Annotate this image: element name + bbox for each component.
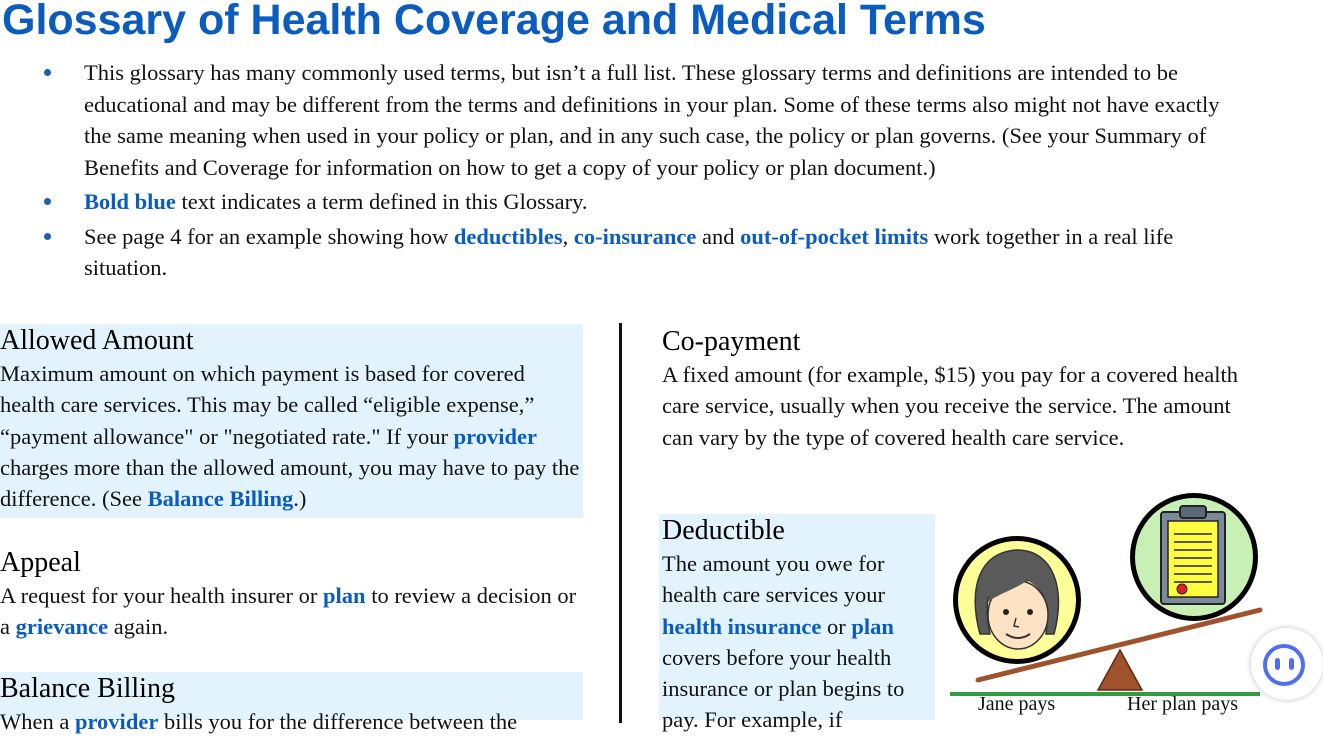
intro-bullet-text: and: [696, 223, 741, 249]
entry-heading: Allowed Amount: [0, 325, 194, 356]
entry-allowed-amount: [0, 324, 583, 518]
entry-definition: When a provider bills you for the difference between the: [0, 709, 518, 734]
entry-definition: A fixed amount (for example, $15) you pay for a covered health care service, usually when you receive the service. The amount can vary by the type of covered health care service.: [662, 362, 1239, 450]
clipboard-icon: [1130, 493, 1258, 621]
term-link-co-insurance[interactable]: co-insurance: [573, 223, 697, 249]
intro-bullet-text: text indicates a term defined in this Glossary.: [175, 189, 588, 214]
term-link-deductibles[interactable]: deductibles: [453, 223, 563, 249]
intro-bullet-text: This glossary has many commonly used terms, but isn’t a full list. These glossary terms and definitions are intended to be educational and may be different from the terms and definitions in your plan. Some of these terms also might not have exactly the same meaning when used in your policy or plan, and in any such case, the policy or plan governs. (See your Summary of Benefits and Coverage for information on how to get a copy of your policy or plan document.): [84, 60, 1220, 180]
entry-deductible: [659, 514, 935, 733]
entry-heading: Deductible: [662, 515, 785, 546]
intro-list: [0, 57, 1250, 287]
term-link-provider[interactable]: provider: [74, 709, 159, 734]
term-link-bold-blue[interactable]: Bold blue: [84, 189, 176, 214]
plan-pays-label: Her plan pays: [1127, 693, 1239, 715]
intro-bullet: [0, 57, 1250, 183]
jane-face-icon: [953, 536, 1081, 664]
entry-definition: Maximum amount on which payment is based for covered health care services. This may be called “eligible expense,” “payment allowance" or "negotiated rate." If your provider charges more than the allowed amount, you may have to pay the difference. (See Balance Billing.): [0, 361, 580, 512]
term-link-grievance[interactable]: grievance: [15, 614, 109, 640]
column-divider: [619, 323, 622, 723]
intro-bullet-text: ,: [562, 223, 574, 249]
chat-bot-icon: [1263, 644, 1305, 686]
entry-definition: A request for your health insurer or plan to review a decision or a grievance again.: [0, 583, 577, 640]
seesaw-graphic: [942, 494, 1272, 720]
intro-bullet: [0, 221, 1250, 284]
term-link-health-insurance[interactable]: health insurance: [662, 613, 822, 639]
entry-heading: Co-payment: [662, 326, 801, 357]
entry-balance-billing: [0, 672, 583, 734]
term-link-out-of-pocket-limits[interactable]: out-of-pocket limits: [740, 223, 929, 249]
entry-co-payment: [662, 325, 1262, 453]
chat-widget-button[interactable]: [1251, 628, 1323, 700]
deductible-illustration: [942, 494, 1272, 720]
entry-definition: The amount you owe for health care services your health insurance or plan covers before your health insurance or plan begins to pay. For example, if: [662, 551, 905, 733]
jane-pays-label: Jane pays: [978, 693, 1056, 715]
intro-bullet-text: See page 4 for an example showing how: [84, 223, 454, 249]
seesaw-fulcrum: [1098, 650, 1142, 690]
entry-heading: Appeal: [0, 547, 81, 578]
entry-heading: Balance Billing: [0, 673, 175, 704]
term-link-plan[interactable]: plan: [851, 613, 894, 639]
entry-appeal: [0, 546, 583, 643]
term-link-plan[interactable]: plan: [323, 583, 366, 608]
intro-bullet-text: work together in a real life situation.: [84, 223, 1174, 280]
term-link-balance-billing[interactable]: Balance Billing: [147, 486, 294, 512]
page-title: Glossary of Health Coverage and Medical Terms: [2, 0, 986, 44]
term-link-provider[interactable]: provider: [453, 423, 537, 449]
intro-bullet: [0, 186, 1250, 218]
